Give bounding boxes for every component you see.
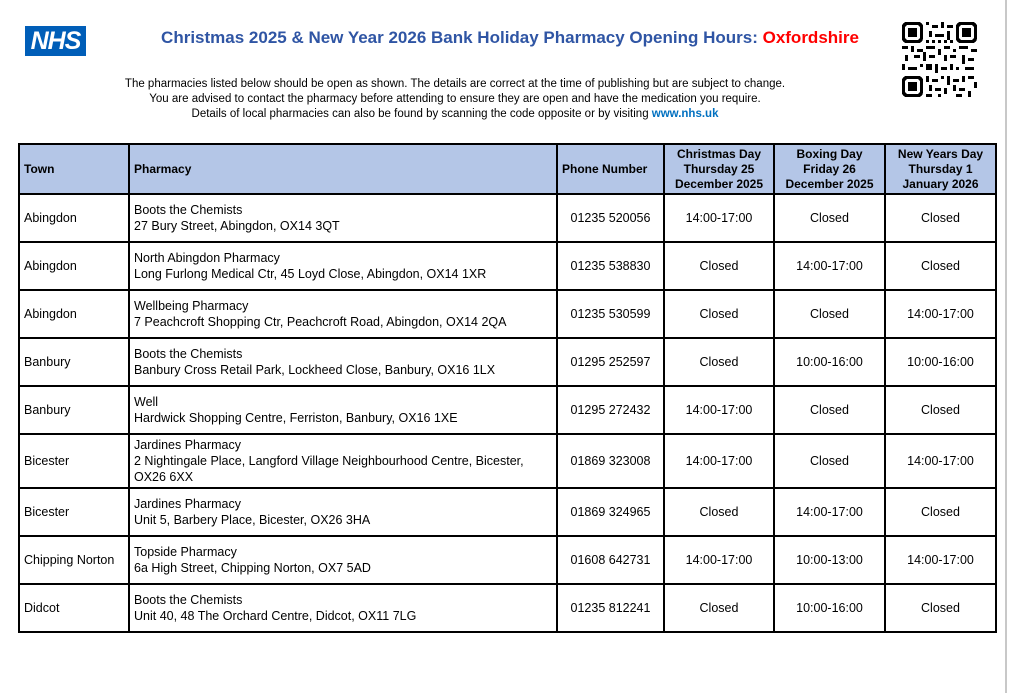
christmas-hours-cell: Closed bbox=[664, 242, 774, 290]
table-header-row bbox=[19, 144, 996, 194]
column-header-phone: Phone Number bbox=[557, 144, 664, 194]
town-cell: Didcot bbox=[19, 584, 129, 632]
pharmacy-name: Wellbeing Pharmacy bbox=[134, 299, 249, 313]
town-cell: Banbury bbox=[19, 386, 129, 434]
town-cell: Abingdon bbox=[19, 290, 129, 338]
boxing-hours-cell: 10:00-16:00 bbox=[774, 584, 885, 632]
table-row bbox=[19, 536, 996, 584]
page-edge bbox=[1005, 0, 1007, 693]
pharmacy-name: North Abingdon Pharmacy bbox=[134, 251, 280, 265]
nhs-website-link[interactable]: www.nhs.uk bbox=[651, 108, 719, 120]
newyear-hours-cell: 14:00-17:00 bbox=[885, 290, 996, 338]
town-cell: Banbury bbox=[19, 338, 129, 386]
christmas-hours-cell: Closed bbox=[664, 584, 774, 632]
boxing-hours-cell: 14:00-17:00 bbox=[774, 242, 885, 290]
pharmacy-address: Long Furlong Medical Ctr, 45 Loyd Close, Abingdon, OX14 1XR bbox=[134, 267, 487, 281]
town-cell: Bicester bbox=[19, 488, 129, 536]
pharmacy-cell bbox=[129, 194, 557, 242]
table-row bbox=[19, 242, 996, 290]
title-main: Christmas 2025 & New Year 2026 Bank Holiday Pharmacy Opening Hours: bbox=[161, 28, 763, 47]
phone-cell: 01235 530599 bbox=[557, 290, 664, 338]
boxing-hours-cell: Closed bbox=[774, 386, 885, 434]
phone-cell: 01608 642731 bbox=[557, 536, 664, 584]
pharmacy-address: 2 Nightingale Place, Langford Village Neighbourhood Centre, Bicester, OX26 6XX bbox=[134, 454, 524, 484]
boxing-hours-cell: 10:00-16:00 bbox=[774, 338, 885, 386]
pharmacy-cell bbox=[129, 536, 557, 584]
intro-line-1: The pharmacies listed below should be open as shown. The details are correct at the time of publishing but are subject to change. bbox=[124, 78, 786, 90]
phone-cell: 01295 272432 bbox=[557, 386, 664, 434]
pharmacy-name: Boots the Chemists bbox=[134, 347, 243, 361]
boxing-hours-cell: 10:00-13:00 bbox=[774, 536, 885, 584]
intro-text bbox=[100, 77, 810, 122]
town-cell: Chipping Norton bbox=[19, 536, 129, 584]
pharmacy-name: Jardines Pharmacy bbox=[134, 438, 241, 452]
newyear-hours-cell: Closed bbox=[885, 242, 996, 290]
nhs-logo: NHS bbox=[25, 26, 86, 56]
pharmacy-cell bbox=[129, 386, 557, 434]
pharmacy-address: 27 Bury Street, Abingdon, OX14 3QT bbox=[134, 219, 340, 233]
pharmacy-address: 6a High Street, Chipping Norton, OX7 5AD bbox=[134, 561, 371, 575]
pharmacy-name: Boots the Chemists bbox=[134, 593, 243, 607]
newyear-hours-cell: Closed bbox=[885, 488, 996, 536]
newyear-hours-cell: Closed bbox=[885, 386, 996, 434]
table-row bbox=[19, 584, 996, 632]
phone-cell: 01869 324965 bbox=[557, 488, 664, 536]
pharmacy-cell bbox=[129, 242, 557, 290]
town-cell: Bicester bbox=[19, 434, 129, 488]
table-row bbox=[19, 386, 996, 434]
table-row bbox=[19, 434, 996, 488]
boxing-hours-cell: Closed bbox=[774, 434, 885, 488]
table-row bbox=[19, 338, 996, 386]
phone-cell: 01295 252597 bbox=[557, 338, 664, 386]
column-header-boxing: Boxing Day Friday 26 December 2025 bbox=[774, 144, 885, 194]
column-header-christmas: Christmas Day Thursday 25 December 2025 bbox=[664, 144, 774, 194]
pharmacy-cell bbox=[129, 290, 557, 338]
table-row bbox=[19, 290, 996, 338]
column-header-pharmacy: Pharmacy bbox=[129, 144, 557, 194]
town-cell: Abingdon bbox=[19, 194, 129, 242]
pharmacy-address: Hardwick Shopping Centre, Ferriston, Banbury, OX16 1XE bbox=[134, 411, 458, 425]
table-row bbox=[19, 194, 996, 242]
pharmacy-cell bbox=[129, 434, 557, 488]
qr-code-icon[interactable] bbox=[902, 22, 977, 97]
pharmacy-address: Unit 5, Barbery Place, Bicester, OX26 3HA bbox=[134, 513, 371, 527]
phone-cell: 01235 538830 bbox=[557, 242, 664, 290]
phone-cell: 01235 812241 bbox=[557, 584, 664, 632]
phone-cell: 01235 520056 bbox=[557, 194, 664, 242]
table-row bbox=[19, 488, 996, 536]
column-header-newyear: New Years Day Thursday 1 January 2026 bbox=[885, 144, 996, 194]
intro-line-2: You are advised to contact the pharmacy before attending to ensure they are open and have the medication you require. bbox=[149, 93, 761, 105]
newyear-hours-cell: Closed bbox=[885, 194, 996, 242]
christmas-hours-cell: 14:00-17:00 bbox=[664, 194, 774, 242]
intro-line-3: Details of local pharmacies can also be found by scanning the code opposite or by visiting www.nhs.uk bbox=[191, 108, 719, 120]
pharmacy-name: Jardines Pharmacy bbox=[134, 497, 241, 511]
page-title bbox=[110, 28, 910, 48]
christmas-hours-cell: 14:00-17:00 bbox=[664, 434, 774, 488]
column-header-town: Town bbox=[19, 144, 129, 194]
phone-cell: 01869 323008 bbox=[557, 434, 664, 488]
boxing-hours-cell: Closed bbox=[774, 194, 885, 242]
christmas-hours-cell: Closed bbox=[664, 338, 774, 386]
pharmacy-hours-table bbox=[18, 143, 997, 633]
christmas-hours-cell: Closed bbox=[664, 290, 774, 338]
pharmacy-cell bbox=[129, 488, 557, 536]
newyear-hours-cell: 14:00-17:00 bbox=[885, 536, 996, 584]
newyear-hours-cell: 14:00-17:00 bbox=[885, 434, 996, 488]
pharmacy-cell bbox=[129, 584, 557, 632]
pharmacy-name: Well bbox=[134, 395, 159, 409]
newyear-hours-cell: 10:00-16:00 bbox=[885, 338, 996, 386]
newyear-hours-cell: Closed bbox=[885, 584, 996, 632]
title-region: Oxfordshire bbox=[762, 28, 859, 47]
pharmacy-name: Boots the Chemists bbox=[134, 203, 243, 217]
pharmacy-cell bbox=[129, 338, 557, 386]
boxing-hours-cell: 14:00-17:00 bbox=[774, 488, 885, 536]
christmas-hours-cell: 14:00-17:00 bbox=[664, 536, 774, 584]
town-cell: Abingdon bbox=[19, 242, 129, 290]
christmas-hours-cell: Closed bbox=[664, 488, 774, 536]
pharmacy-address: 7 Peachcroft Shopping Ctr, Peachcroft Road, Abingdon, OX14 2QA bbox=[134, 315, 507, 329]
pharmacy-address: Unit 40, 48 The Orchard Centre, Didcot, OX11 7LG bbox=[134, 609, 417, 623]
pharmacy-address: Banbury Cross Retail Park, Lockheed Close, Banbury, OX16 1LX bbox=[134, 363, 496, 377]
christmas-hours-cell: 14:00-17:00 bbox=[664, 386, 774, 434]
boxing-hours-cell: Closed bbox=[774, 290, 885, 338]
pharmacy-name: Topside Pharmacy bbox=[134, 545, 237, 559]
